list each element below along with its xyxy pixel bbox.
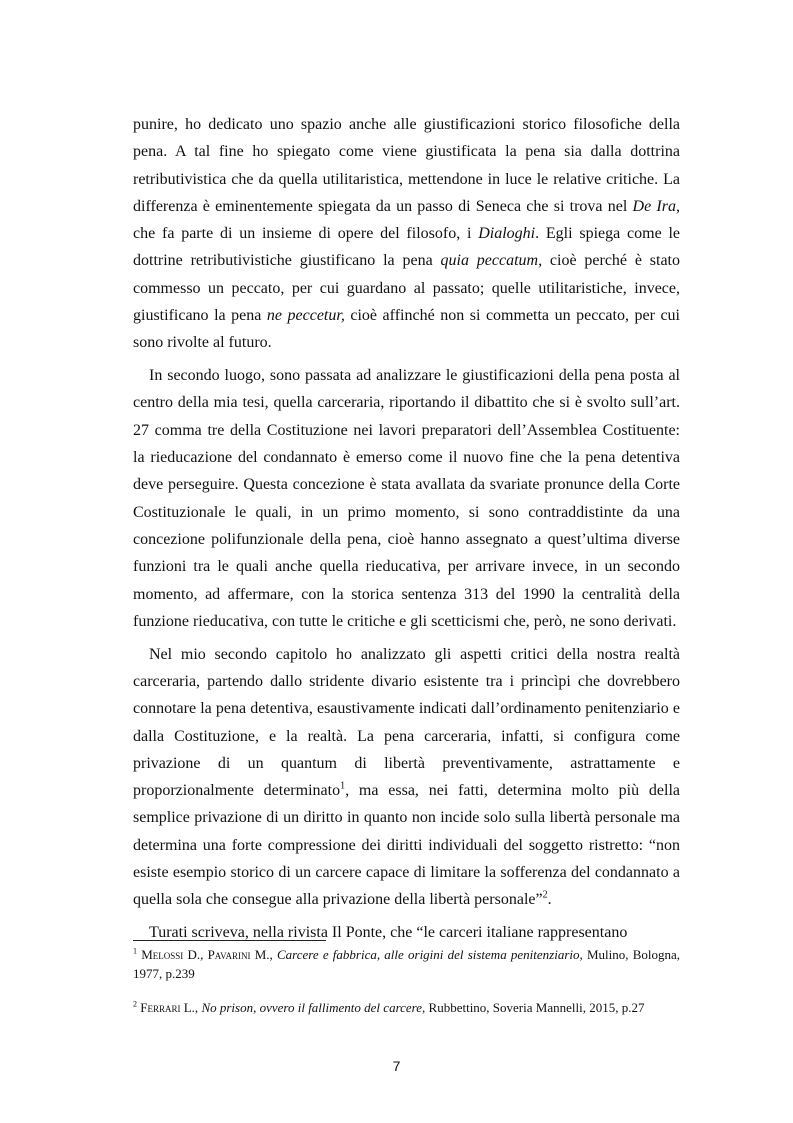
footnote-2-rest: , Rubbettino, Soveria Mannelli, 2015, p.27	[422, 1000, 645, 1015]
paragraph-1-italic-ne-peccetur: ne peccetur,	[266, 307, 345, 325]
footnote-separator	[133, 940, 326, 941]
footnote-1-number: 1	[133, 946, 137, 956]
footnote-ref-1[interactable]: 1	[340, 780, 346, 792]
paragraph-1-italic-de-ira: De Ira,	[632, 197, 680, 215]
paragraph-2: In secondo luogo, sono passata ad analizzare le giustificazioni della pena posta al centro della mia tesi, quella carceraria, riportando il dibattito che si è svolto sull’art. 27 comma tre della Costituzione nei lavori preparatori dell’Assemblea Costituente: la rieducazione del condannato è emerso come il nuovo fine che la pena detentiva deve perseguire. Questa concezione è stata avallata da svariate pronunce della Corte Costituzionale le quali, in un primo momento, si sono contraddistinte da una concezione polifunzionale della pena, cioè hanno assegnato a quest’ultima diverse funzioni tra le quali anche quella rieducativa, per arrivare invece, in un secondo momento, ad affermare, con la storica sentenza 313 del 1990 la centralità della funzione rieducativa, con tutte le critiche e gli scetticismi che, però, ne sono derivati.	[133, 367, 680, 630]
paragraph-1	[133, 111, 680, 357]
footnotes	[133, 946, 680, 1034]
paragraph-4: Turati scriveva, nella rivista Il Ponte, che “le carceri italiane rappresentano	[149, 924, 628, 942]
footnote-ref-2[interactable]: 2	[542, 889, 548, 901]
footnote-1-title: Carcere e fabbrica, alle origini del sistema penitenziario	[276, 947, 580, 962]
paragraph-1-text-5: cioè affinché non si commetta un peccato, per cui sono rivolte al futuro.	[133, 307, 680, 352]
footnote-2-author: Ferrari L.,	[140, 1000, 199, 1015]
paragraph-1-text-1: punire, ho dedicato uno spazio anche alle giustificazioni storico filosofiche della pena. A tal fine ho spiegato come viene giustificata la pena sia dalla dottrina retributivistica che da quella utilitaristica, mettendone in luce le relative critiche. La differenza è eminentemente spiegata da un passo di Seneca che si trova nel	[133, 116, 680, 215]
footnote-2-title: No prison, ovvero il fallimento del carcere	[201, 1000, 423, 1015]
footnote-1	[133, 946, 680, 983]
paragraph-3-text-1: Nel mio secondo capitolo ho analizzato gli aspetti critici della nostra realtà carceraria, partendo dallo stridente divario esistente tra i princìpi che dovrebbero connotare la pena detentiva, esaustivamente indicati dall’ordinamento penitenziario e dalla Costituzione, e la realtà. La pena carceraria, infatti, si configura come privazione di un quantum di libertà preventivamente, astrattamente e proporzionalmente determinato	[133, 645, 680, 800]
page-number: 7	[392, 1058, 401, 1074]
paragraph-3	[133, 641, 680, 914]
body-text	[133, 111, 680, 952]
paragraph-1-text-2: che fa parte di un insieme di opere del filosofo, i	[133, 225, 479, 243]
paragraph-3-text-3: .	[547, 891, 552, 909]
footnote-2	[133, 999, 680, 1018]
paragraph-3-text-2: , ma essa, nei fatti, determina molto più della semplice privazione di un diritto in quanto non incide solo sulla libertà personale ma determina una forte compressione dei diritti individuali del soggetto ristretto: “non esiste esempio storico di un carcere capace di limitare la sofferenza del condannato a quella sola che consegue alla privazione della libertà personale”	[133, 782, 680, 909]
paragraph-1-italic-quia-peccatum: quia peccatum,	[440, 252, 543, 270]
footnote-1-author: Melossi D., Pavarini M.,	[141, 947, 273, 962]
paragraph-1-text-3: . Egli spiega come le dottrine retributivistiche giustificano la pena	[133, 225, 681, 270]
footnote-1-rest: , Mulino, Bologna, 1977, p.239	[133, 947, 681, 981]
footnote-2-number: 2	[133, 999, 137, 1009]
paragraph-1-italic-dialoghi: Dialoghi	[478, 225, 536, 243]
paragraph-1-text-4: cioè perché è stato commesso un peccato, per cui guardano al passato; quelle utilitaristiche, invece, giustificano la pena	[133, 252, 680, 325]
